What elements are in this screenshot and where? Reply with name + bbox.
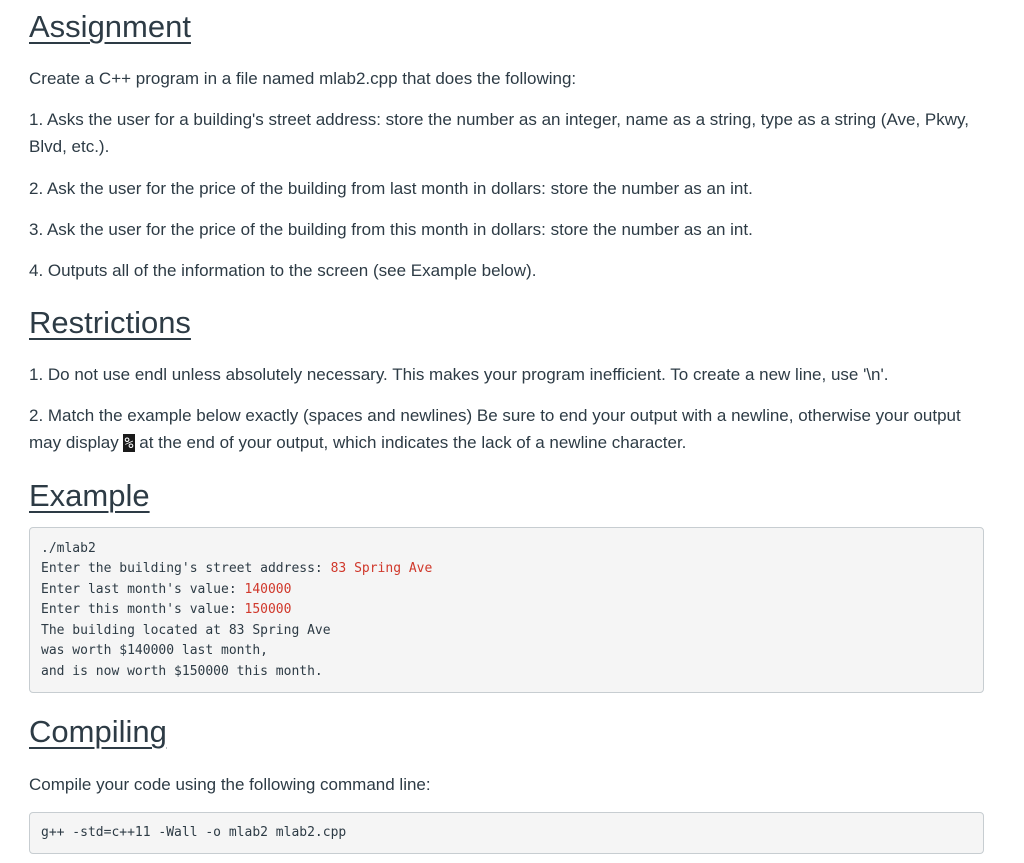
example-code-block [29, 527, 984, 693]
code-line-command: ./mlab2 [41, 541, 96, 556]
code-line-last-month [41, 580, 291, 600]
compiling-heading: Compiling [29, 714, 167, 749]
compile-command-block [29, 812, 984, 854]
restrictions-item-2-text-after: at the end of your output, which indicates the lack of a newline character. [134, 433, 687, 452]
code-line-output-3: and is now worth $150000 this month. [41, 664, 323, 679]
assignment-item-4: 4. Outputs all of the information to the screen (see Example below). [29, 261, 537, 280]
compiling-instruction: Compile your code using the following command line: [29, 775, 431, 794]
assignment-heading: Assignment [29, 9, 191, 44]
assignment-item-3: 3. Ask the user for the price of the building from this month in dollars: store the number as an int. [29, 220, 753, 239]
prompt-address: Enter the building's street address: [41, 561, 331, 576]
code-line-this-month [41, 600, 291, 620]
code-line-address [41, 559, 432, 579]
compile-command: g++ -std=c++11 -Wall -o mlab2 mlab2.cpp [41, 825, 347, 840]
assignment-item-1: 1. Asks the user for a building's street address: store the number as an integer, name as a string, type as a string (Ave, Pkwy, Blvd, etc.). [29, 110, 969, 156]
restrictions-heading: Restrictions [29, 305, 191, 340]
example-heading: Example [29, 478, 150, 513]
code-line-output-2: was worth $140000 last month, [41, 643, 268, 658]
prompt-this-month: Enter this month's value: [41, 602, 245, 617]
restrictions-item-1: 1. Do not use endl unless absolutely necessary. This makes your program inefficient. To create a new line, use '\n'. [29, 365, 889, 384]
restrictions-item-2 [29, 402, 969, 457]
restrictions-item-2-text-before: 2. Match the example below exactly (spaces and newlines) Be sure to end your output with a newline, otherwise your output may display [29, 406, 961, 452]
assignment-intro: Create a C++ program in a file named mlab2.cpp that does the following: [29, 69, 577, 88]
percent-glyph: % [124, 434, 134, 452]
assignment-item-2: 2. Ask the user for the price of the building from last month in dollars: store the number as an int. [29, 179, 753, 198]
code-line-output-1: The building located at 83 Spring Ave [41, 623, 331, 638]
input-this-month: 150000 [244, 602, 292, 617]
input-address: 83 Spring Ave [330, 561, 433, 576]
prompt-last-month: Enter last month's value: [41, 582, 245, 597]
input-last-month: 140000 [244, 582, 292, 597]
